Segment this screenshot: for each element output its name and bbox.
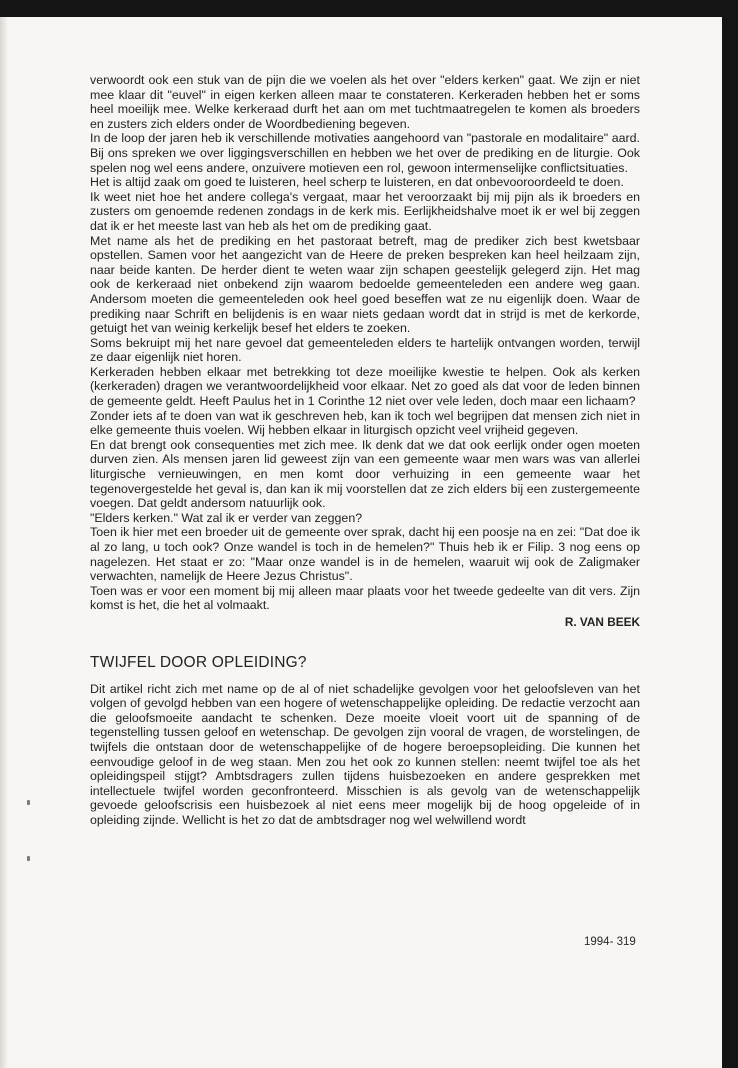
- margin-mark: [27, 856, 30, 861]
- margin-mark: [27, 800, 30, 805]
- article-paragraph: verwoordt ook een stuk van de pijn die we voelen als het over "elders kerken" gaat. We zijn er niet mee klaar dit "euvel" in eigen kerken alleen maar te constateren. Kerkeraden hebben het er soms heel moeilijk mee. Welke kerkeraad durft het aan om met tuchtmaatregelen te komen als broeders en zusters zich elders onder de Woordbediening begeven.: [90, 73, 640, 131]
- article-paragraph: Kerkeraden hebben elkaar met betrekking tot deze moeilijke kwestie te helpen. Ook als kerken (kerkeraden) dragen we verantwoordelijkheid voor elkaar. Net zo goed als dat voor de leden binnen de gemeente geldt. Heeft Paulus het in 1 Corinthe 12 niet over vele leden, doch maar een lichaam?: [90, 364, 640, 409]
- article-paragraph: In de loop der jaren heb ik verschillende motivaties aangehoord van "pastorale en modalitaire" aard. Bij ons spreken we over liggingsverschillen en hebben we het over de prediking en de liturgie. Ook spelen nog wel eens andere, onzuivere motieven een rol, gewoon intermenselijke conflictsituaties.: [90, 131, 640, 175]
- article-paragraph: Het is altijd zaak om goed te luisteren, heel scherp te luisteren, en dat onbevooroordeeld te doen.: [90, 175, 624, 190]
- section-heading: TWIJFEL DOOR OPLEIDING?: [90, 653, 307, 671]
- scan-border-top: [0, 0, 738, 17]
- page-gutter-shadow: [0, 17, 8, 1068]
- article-column: [90, 73, 640, 828]
- author-signature: R. VAN BEEK: [564, 614, 640, 629]
- article-paragraph: Toen ik hier met een broeder uit de gemeente over sprak, dacht hij een poosje na en zei: "Dat doe ik al zo lang, u toch ook? Onze wandel is toch in de hemelen?" Thuis heb ik er Filip. 3 nog eens op nagelezen. Het staat er zo: "Maar onze wandel is in de hemelen, waaruit wij ook de Zaligmaker verwachten, namelijk de Heere Jezus Christus".: [90, 525, 640, 584]
- article-paragraph: Soms bekruipt mij het nare gevoel dat gemeenteleden elders te hartelijk ontvangen worden, terwijl ze daar eigenlijk niet horen.: [90, 335, 640, 365]
- section-paragraph: Dit artikel richt zich met name op de al of niet schadelijke gevolgen voor het geloofsleven van het volgen of gevolgd hebben van een hogere of wetenschappelijke opleiding. De redactie verzocht aan die geloofsmoeite aandacht te schenken. Deze moeite vloeit voort uit de spanning of de tegenstelling tussen geloof en wetenschap. De gevolgen zijn vooral de vragen, de worstelingen, de twijfels die ontstaan door de wetenschappelijke of de hogere beroepsopleiding. Die kunnen het eenvoudige geloof in de weg staan. Men zou het ook zo kunnen stellen: neemt twijfel toe als het opleidingspeil stijgt? Ambtsdragers zullen tijdens huisbezoeken en andere gesprekken met intellectuele twijfel worden geconfronteerd. Misschien is als gevolg van de wetenschappelijk gevoede geloofscrisis een huisbezoek al niet eens meer mogelijk bij de hoog opgeleide of in opleiding zijnde. Wellicht is het zo dat de ambtsdrager nog wel welwillend wordt: [90, 681, 640, 827]
- article-paragraph: Met name als het de prediking en het pastoraat betreft, mag de prediker zich best kwetsbaar opstellen. Samen voor het aangezicht van de Heere de preken bespreken kan heel heilzaam zijn, naar beide kanten. De herder dient te weten waar zijn schapen geestelijk gelegerd zijn. Het mag ook de kerkeraad niet onbekend zijn waarom bedoelde gemeenteleden een andere weg gaan. Andersom moeten die gemeenteleden ook heel goed beseffen wat ze nu eigenlijk doen. Waar de prediking naar Schrift en belijdenis is en waar niets gedaan wordt dat in strijd is met de kerkorde, getuigt het van weinig kerkelijk besef het elders te zoeken.: [90, 233, 640, 336]
- scan-border-right: [722, 0, 738, 1068]
- page-number: 1994- 319: [584, 936, 636, 948]
- article-paragraph: "Elders kerken." Wat zal ik er verder van zeggen?: [90, 510, 363, 525]
- article-paragraph: Zonder iets af te doen van wat ik geschreven heb, kan ik toch wel begrijpen dat mensen zich niet in elke gemeente thuis voelen. Wij hebben elkaar in liturgisch opzicht veel vrijheid gegeven.: [90, 408, 640, 438]
- article-paragraph: Ik weet niet hoe het andere collega's vergaat, maar het veroorzaakt bij mij pijn als ik broeders en zusters om genoemde redenen zondags in de kerk mis. Eerlijkheidshalve moet ik er wel bij zeggen dat ik er het meeste last van heb als het om de prediking gaat.: [90, 189, 640, 233]
- article-paragraph: Toen was er voor een moment bij mij alleen maar plaats voor het tweede gedeelte van dit vers. Zijn komst is het, die het al volmaakt.: [90, 583, 640, 613]
- article-paragraph: En dat brengt ook consequenties met zich mee. Ik denk dat we dat ook eerlijk onder ogen moeten durven zien. Als mensen jaren lid geweest zijn van een gemeente waar men wars was van allerlei liturgische vernieuwingen, en men komt door verhuizing in een gemeente waar het tegenovergestelde het geval is, dan kan ik mij voorstellen dat ze zich elders bij een zustergemeente voegen. Dat geldt andersom natuurlijk ook.: [90, 437, 640, 511]
